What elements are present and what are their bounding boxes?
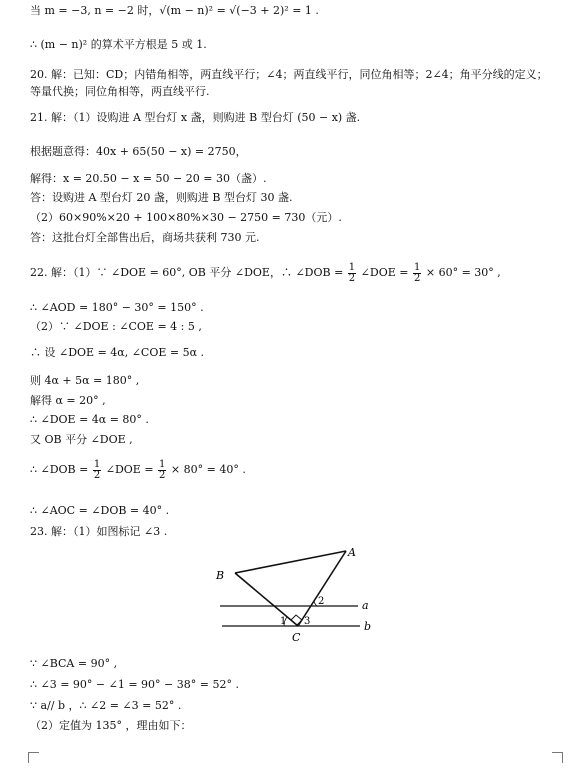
segment-CA [298, 551, 346, 626]
line-12: ∴ ∠AOD = 180° − 30° = 150° . [30, 301, 204, 314]
fraction-denominator: 2 [159, 469, 166, 481]
label-angle-3: 3 [304, 616, 311, 627]
line-24: ∵ a// b ，∴ ∠2 = ∠3 = 52° . [30, 699, 182, 712]
line-25: （2）定值为 135° ，理由如下： [30, 719, 192, 732]
line-4: 等量代换；同位角相等，两直线平行. [30, 85, 210, 98]
line-19-part-b: ∠DOE = [105, 463, 154, 476]
line-21: 23. 解：（1）如图标记 ∠3 . [30, 525, 168, 538]
line-14: ∴ 设 ∠DOE = 4α, ∠COE = 5α . [30, 346, 205, 359]
fraction-denominator: 2 [93, 469, 101, 481]
fraction-numerator: 1 [93, 458, 101, 470]
segment-BA [235, 551, 346, 573]
line-2: ∴ (m − n)² 的算术平方根是 5 或 1. [30, 38, 207, 51]
fraction-numerator: 1 [348, 261, 356, 273]
label-A: A [348, 546, 356, 559]
line-5: 21. 解：（1）设购进 A 型台灯 x 盏，则购进 B 型台灯 (50 − x) 盏. [30, 111, 361, 124]
line-17: ∴ ∠DOE = 4α = 80° . [30, 413, 149, 426]
fraction-numerator: 1 [159, 458, 166, 470]
label-angle-1: 1 [280, 616, 287, 627]
line-23: ∴ ∠3 = 90° − ∠1 = 90° − 38° = 52° . [30, 678, 239, 691]
fraction-numerator: 1 [413, 261, 421, 273]
fraction-half [93, 460, 101, 481]
label-b: b [364, 620, 372, 633]
line-3: 20. 解：已知：CD；内错角相等，两直线平行；∠4；两直线平行，同位角相等；2∠4；角平分线的定义； [30, 68, 548, 81]
line-18: 又 OB 平分 ∠DOE , [30, 433, 133, 446]
page-corner-mark-right [552, 752, 563, 763]
label-B: B [216, 569, 225, 582]
label-C: C [292, 631, 301, 643]
segment-BC [235, 573, 298, 626]
line-19-part-c: × 80° = 40° . [170, 463, 246, 476]
line-1: 当 m = −3, n = −2 时，√(m − n)² = √(−3 + 2)² = 1 . [30, 4, 319, 17]
fraction-half [348, 263, 356, 284]
line-19 [30, 459, 246, 481]
line-13: （2）∵ ∠DOE : ∠COE = 4 : 5 , [30, 320, 202, 333]
line-11-part-a: 22. 解：（1）∵ ∠DOE = 60°, OB 平分 ∠DOE，∴ ∠DOB = [30, 266, 344, 279]
line-16: 解得 α = 20° , [30, 394, 106, 407]
fraction-denominator: 2 [413, 272, 421, 284]
fraction-half [413, 263, 421, 284]
line-6: 根据题意得：40x + 65(50 − x) = 2750， [30, 145, 247, 158]
line-19-part-a: ∴ ∠DOB = [30, 463, 89, 476]
line-11 [30, 262, 501, 284]
line-22: ∵ ∠BCA = 90° , [30, 657, 118, 670]
geometry-figure [210, 543, 380, 643]
line-20: ∴ ∠AOC = ∠DOB = 40° . [30, 504, 170, 517]
line-11-part-b: ∠DOE = [360, 266, 409, 279]
fraction-half [158, 460, 166, 481]
label-angle-2: 2 [318, 596, 325, 607]
line-15: 则 4α + 5α = 180° , [30, 374, 140, 387]
line-8: 答：设购进 A 型台灯 20 盏，则购进 B 型台灯 30 盏. [30, 191, 293, 204]
angle-arc-2 [314, 600, 317, 606]
line-7: 解得：x = 20.50 − x = 50 − 20 = 30（盏）. [30, 172, 267, 185]
line-10: 答：这批台灯全部售出后，商场共获利 730 元. [30, 231, 260, 244]
line-9: （2）60×90%×20 + 100×80%×30 − 2750 = 730（元）. [30, 211, 342, 224]
page-corner-mark-left [28, 752, 39, 763]
line-11-part-c: × 60° = 30° , [425, 266, 501, 279]
label-a: a [362, 599, 369, 612]
fraction-denominator: 2 [348, 272, 356, 284]
